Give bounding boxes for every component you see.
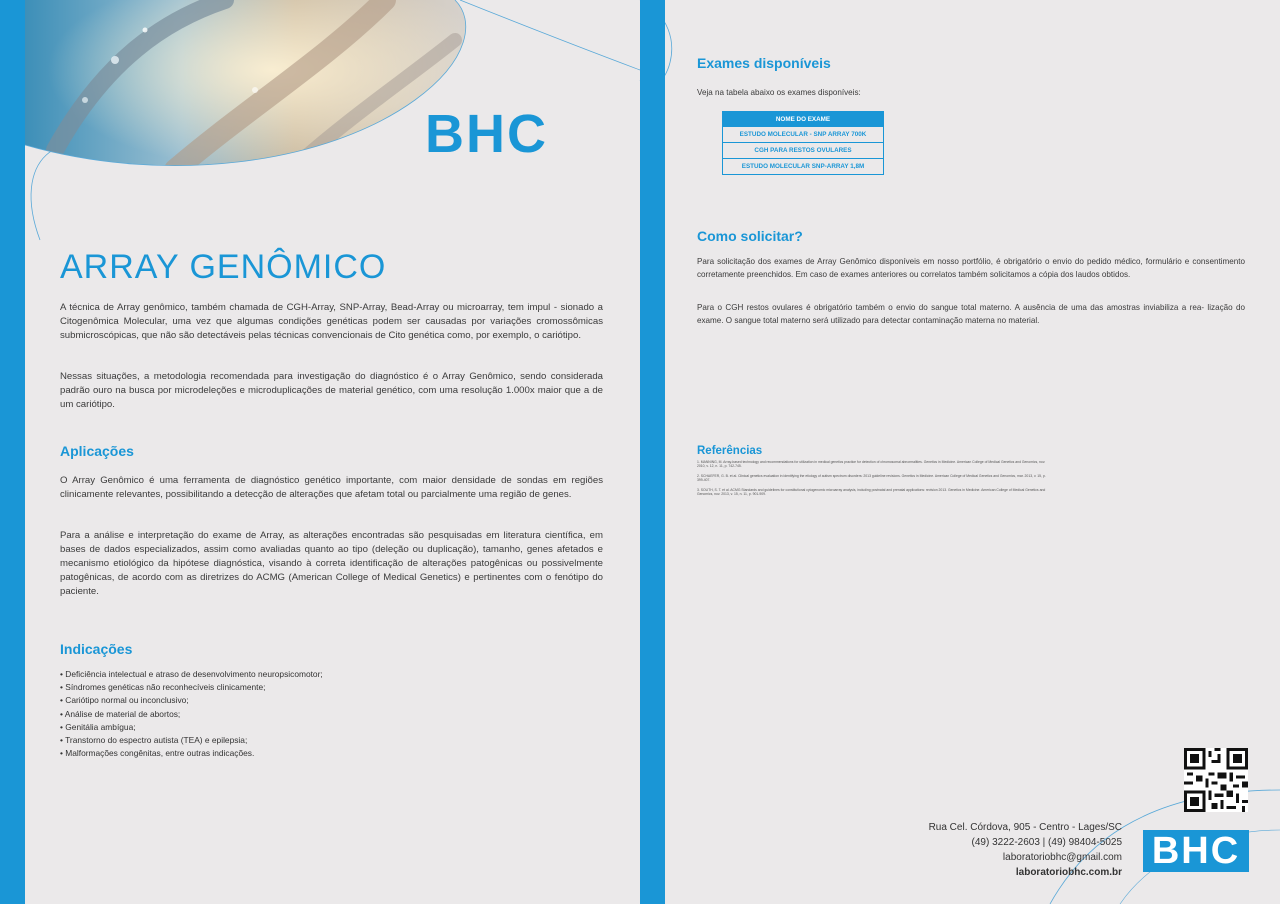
left-accent-bar — [0, 0, 25, 904]
list-item: • Síndromes genéticas não reconhecíveis clinicamente; — [60, 681, 323, 694]
table-cell: CGH PARA RESTOS OVULARES — [723, 143, 884, 159]
intro-paragraph-2: Nessas situações, a metodologia recomendada para investigação do diagnóstico é o Array Genômico, sendo considerada padrão ouro na busca por microdeleções e microduplicações de material genético, com uma resolução 1.000x maior que a de um cariótipo. — [60, 371, 603, 410]
intro-paragraph-1: A técnica de Array genômico, também chamada de CGH-Array, SNP-Array, Bead-Array ou microarray, tem impul - sionado a Citogenômica Molecular, uma vez que algumas condições genéticas podem ser causadas por variações cromossômicas submicroscópicas, que não são detectáveis pelas técnicas convencionais de Cito genética como, por exemplo, o cariótipo. — [60, 302, 603, 341]
qr-code-icon — [1184, 748, 1248, 812]
indicacoes-heading: Indicações — [60, 641, 133, 657]
indicacoes-list — [60, 668, 323, 760]
como-paragraph-1: Para solicitação dos exames de Array Genômico disponíveis em nosso portfólio, é obrigatório o envio do pedido médico, formulário e consentimento corretamente preenchidos. Em caso de exames anteriores ou correlatos também solicitamos a cópia dos laudos obtidos. — [697, 257, 1245, 280]
address-text: Rua Cel. Córdova, 905 - Centro - Lages/SC — [928, 822, 1122, 833]
list-item: 1. MANNING, M. Array-based technology and recommendations for utilization in medical genetics practice for detection of chromosomal abnormalities. Genetics in Medicine. American College of Medical Genetics and Genomics, nov. 2010, v. 12, n. 11, p. 742-745. — [697, 460, 1046, 469]
aplicacoes-heading: Aplicações — [60, 443, 134, 459]
exames-table — [722, 111, 884, 175]
list-item: 2. SCHAEFER, G. B. et al. Clinical genetics evaluation in identifying the etiology of autism spectrum disorders: 2013 guideline revisions. Genetics in Medicine. American College of Medical Genetics and Genomics, mar. 2013, v. 15, p. 399-407. — [697, 473, 1046, 483]
table-cell: ESTUDO MOLECULAR SNP-ARRAY 1,8M — [723, 159, 884, 175]
como-solicitar-heading: Como solicitar? — [697, 228, 803, 244]
list-item: • Malformações congênitas, entre outras indicações. — [60, 747, 323, 760]
table-row — [723, 159, 884, 175]
list-item: • Deficiência intelectual e atraso de desenvolvimento neuropsicomotor; — [60, 668, 323, 681]
referencias-list — [697, 460, 1047, 501]
list-item: • Transtorno do espectro autista (TEA) e epilepsia; — [60, 734, 323, 747]
list-item: • Análise de material de abortos; — [60, 708, 323, 721]
aplicacoes-paragraph-2: Para a análise e interpretação do exame de Array, as alterações encontradas são pesquisadas em literatura científica, em bases de dados especializados, assim como avaliadas quanto ao tipo (deleção ou duplicação), tamanho, genes afetados e mecanismo etiológico da hipótese diagnóstica, visando à correta identificação de alterações patogênicas ou possivelmente patogênicas, de acordo com as diretrizes do ACMG (American College of Medical Genetics) e pertinentes com o fenótipo do paciente. — [60, 530, 603, 597]
table-row — [723, 127, 884, 143]
bhc-logo-top: BHC — [425, 104, 548, 164]
contact-block — [929, 820, 1122, 880]
email-link[interactable]: laboratoriobhc@gmail.com — [1002, 852, 1122, 863]
table-header: NOME DO EXAME — [723, 112, 884, 127]
phones-text: (49) 3222-2603 | (49) 98404-5025 — [971, 837, 1122, 848]
table-cell: ESTUDO MOLECULAR - SNP ARRAY 700K — [723, 127, 884, 143]
right-accent-bar — [640, 0, 665, 904]
page-title: ARRAY GENÔMICO — [60, 248, 387, 286]
website-link[interactable]: laboratoriobhc.com.br — [1015, 867, 1122, 878]
list-item: • Genitália ambígua; — [60, 721, 323, 734]
referencias-heading: Referências — [697, 445, 763, 457]
list-item: 3. SOUTH, S. T. et al. ACMG Standards and guidelines for constitutional cytogenomic microarray analysis, including postnatal and prenatal applications: revision 2013. Genetics in Medicine. American College of Medical Genetics and Genomics, nov. 2013, v. 15, n. 11, p. 901-909. — [697, 487, 1046, 497]
exames-intro: Veja na tabela abaixo os exames disponíveis: — [697, 88, 861, 97]
aplicacoes-paragraph-1: O Array Genômico é uma ferramenta de diagnóstico genético importante, com maior densidade de sondas em regiões clinicamente relevantes, possibilitando a detecção de alterações que afetam total ou parcialmente uma região de genes. — [60, 475, 603, 500]
exames-heading: Exames disponíveis — [697, 55, 831, 71]
list-item: • Cariótipo normal ou inconclusivo; — [60, 694, 323, 707]
table-row — [723, 143, 884, 159]
como-paragraph-2: Para o CGH restos ovulares é obrigatório também o envio do sangue total materno. A ausência de uma das amostras inviabiliza a rea- lização do exame. O sangue total materno será utilizado para detectar contaminação materna no material. — [697, 303, 1245, 326]
bhc-logo-bottom: BHC — [1143, 830, 1249, 872]
